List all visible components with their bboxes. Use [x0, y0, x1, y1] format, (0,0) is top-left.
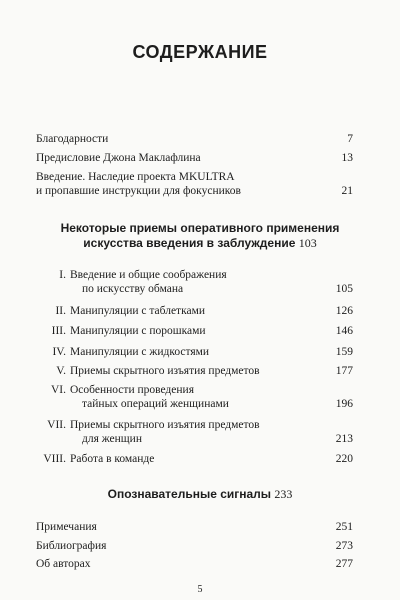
toc-entry-text: Об авторах [36, 558, 91, 570]
toc-entry-page: 273 [335, 540, 353, 552]
chapter-page: 159 [335, 346, 353, 358]
toc-entry-text-line2: и пропавшие инструкции для фокусников [36, 185, 241, 197]
chapter-number: VIII. [43, 453, 66, 465]
toc-entry-page: 277 [335, 558, 353, 570]
toc-entry-text: Предисловие Джона Маклафлина [36, 152, 201, 164]
section-heading-1 [0, 221, 400, 251]
chapter-title-line2: для женщин [82, 433, 142, 445]
toc-entry-page: 7 [347, 133, 353, 145]
chapter-page: 220 [335, 453, 353, 465]
page-title: СОДЕРЖАНИЕ [132, 42, 268, 62]
chapter-title-line1: Приемы скрытного изъятия предметов [70, 365, 260, 377]
toc-entry-text: Благодарности [36, 133, 109, 145]
section-heading-line2: искусства введения в заблуждение [83, 236, 296, 250]
toc-entry-text: Библиография [36, 540, 107, 552]
chapter-number: III. [51, 325, 66, 337]
chapter-page: 126 [335, 305, 353, 317]
section-heading-page: 103 [298, 236, 317, 250]
chapter-title-line1: Манипуляции с жидкостями [70, 346, 210, 358]
chapter-title-line2: по искусству обмана [82, 283, 184, 295]
section-heading-2 [0, 487, 400, 502]
chapter-number: VII. [47, 419, 66, 431]
chapter-title-line1: Особенности проведения [70, 384, 194, 396]
chapter-page: 196 [335, 398, 353, 410]
chapter-page: 146 [335, 325, 353, 337]
toc-entry-page: 13 [341, 152, 353, 164]
toc-entry-text-line1: Введение. Наследие проекта MKULTRA [36, 171, 235, 183]
toc-entry-page: 21 [341, 185, 353, 197]
chapter-title-line1: Приемы скрытного изъятия предметов [70, 419, 260, 431]
chapter-title-line1: Введение и общие соображения [70, 269, 227, 281]
section-heading-title: Опознавательные сигналы [107, 487, 272, 501]
chapter-title-line1: Манипуляции с порошками [70, 325, 206, 337]
chapter-title-line1: Манипуляции с таблетками [70, 305, 206, 317]
chapter-number: VI. [50, 384, 66, 396]
chapter-number: I. [59, 269, 66, 281]
section-heading-line1: Некоторые приемы оперативного применения [60, 221, 340, 235]
chapter-title-line2: тайных операций женщинами [82, 398, 229, 410]
toc-entry-page: 251 [335, 521, 353, 533]
page-number: 5 [197, 584, 203, 595]
section-heading-page: 233 [274, 487, 293, 501]
section-heading-line2-wrap [0, 236, 400, 251]
chapter-page: 213 [335, 433, 353, 445]
chapter-title-line1: Работа в команде [70, 453, 155, 465]
chapter-page: 177 [335, 365, 353, 377]
chapter-number: V. [56, 365, 66, 377]
chapter-number: II. [55, 305, 66, 317]
chapter-number: IV. [52, 346, 66, 358]
toc-entry-text: Примечания [36, 521, 97, 533]
chapter-page: 105 [335, 283, 353, 295]
